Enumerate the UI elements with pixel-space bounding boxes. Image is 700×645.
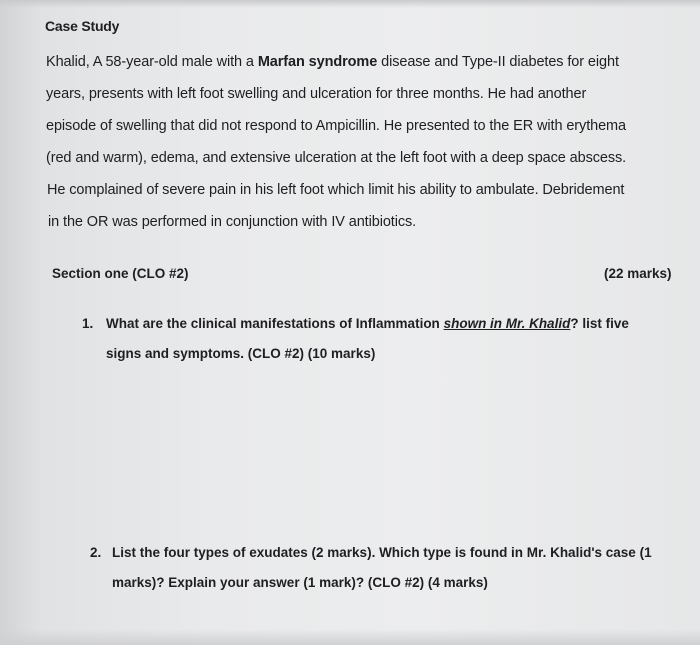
question-2-line-2: marks)? Explain your answer (1 mark)? (CLO #2) (4 marks) (112, 575, 488, 590)
case-study-heading: Case Study (45, 18, 120, 34)
question-1-line-2: signs and symptoms. (CLO #2) (10 marks) (106, 346, 376, 361)
question-emphasis: shown in Mr. Khalid (443, 316, 571, 331)
section-title: Section one (CLO #2) (52, 266, 189, 281)
case-paragraph-line-4: (red and warm), edema, and extensive ulceration at the left foot with a deep space abscess. (46, 150, 627, 166)
case-text-bold: Marfan syndrome (257, 54, 378, 70)
question-1-number: 1. (82, 316, 94, 331)
case-paragraph-line-2: years, presents with left foot swelling and ulceration for three months. He had another (46, 86, 587, 102)
case-text: Khalid, A 58-year-old male with a (46, 54, 258, 70)
page-shadow-bottom (0, 629, 700, 645)
section-marks: (22 marks) (604, 266, 672, 281)
case-text: disease and Type-II diabetes for eight (377, 54, 619, 70)
case-paragraph-line-1 (46, 54, 619, 70)
page-shadow-top (0, 0, 700, 8)
case-paragraph-line-3: episode of swelling that did not respond to Ampicillin. He presented to the ER with erythema (46, 118, 626, 134)
question-text: ? list five (570, 316, 629, 331)
case-paragraph-line-5: He complained of severe pain in his left foot which limit his ability to ambulate. Debridement (47, 182, 625, 198)
question-text: What are the clinical manifestations of Inflammation (106, 316, 444, 331)
question-2-line-1: List the four types of exudates (2 marks). Which type is found in Mr. Khalid's case (1 (112, 545, 652, 560)
question-1-line-1 (106, 316, 629, 331)
question-2-number: 2. (90, 545, 102, 560)
case-paragraph-line-6: in the OR was performed in conjunction with IV antibiotics. (48, 214, 417, 230)
